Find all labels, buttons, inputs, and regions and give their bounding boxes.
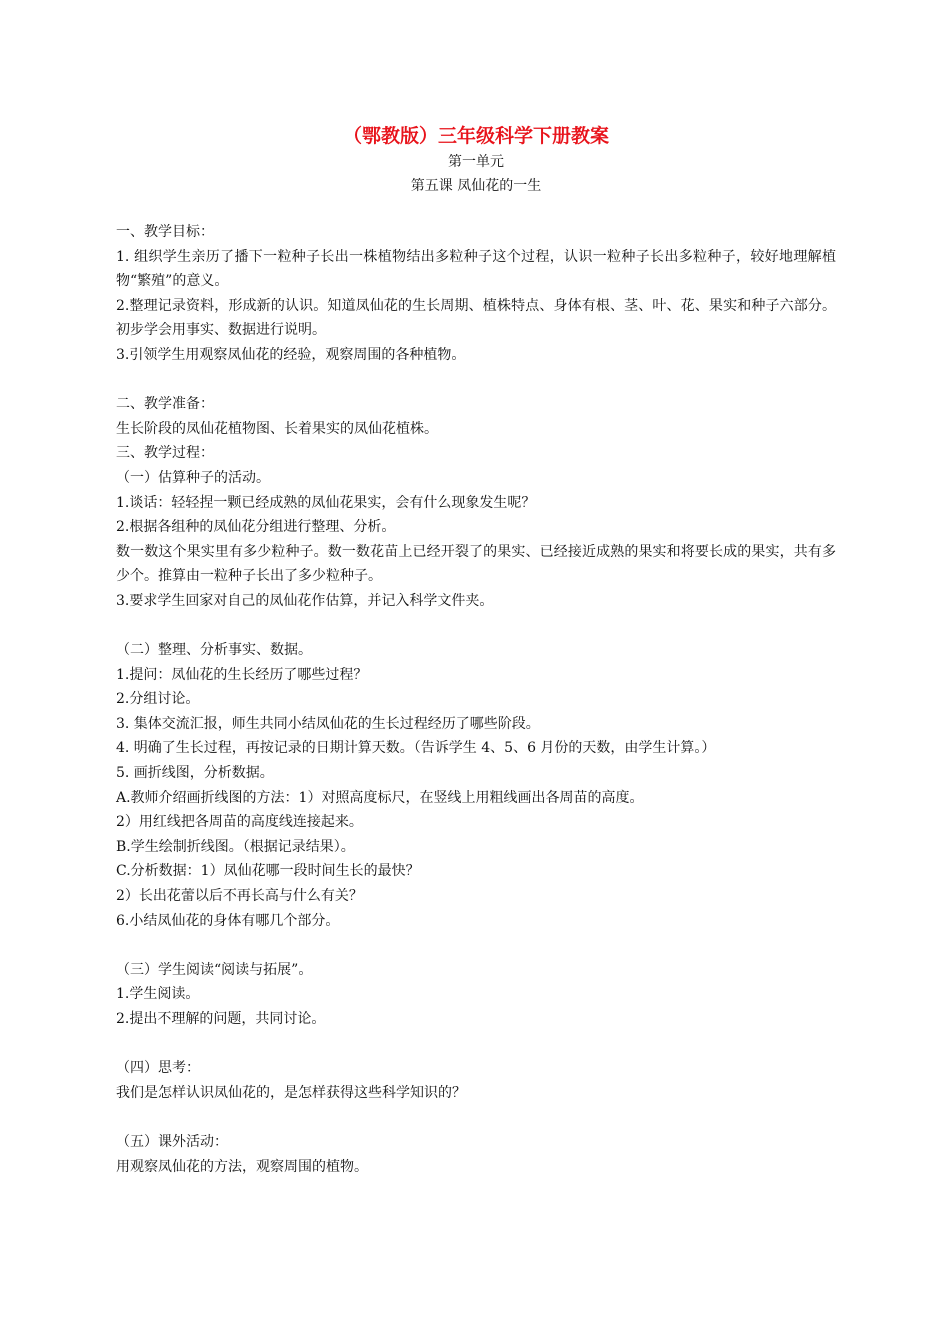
paragraph: 2.整理记录资料，形成新的认识。知道凤仙花的生长周期、植株特点、身体有根、茎、叶、花、果实和种子六部分。初步学会用事实、数据进行说明。 <box>116 297 836 339</box>
paragraph: 2.提出不理解的问题，共同讨论。 <box>116 1011 326 1027</box>
paragraph: 3.要求学生回家对自己的凤仙花作估算，并记入科学文件夹。 <box>116 592 494 609</box>
paragraph: 5. 画折线图，分析数据。 <box>116 765 274 782</box>
paragraph: A.教师介绍画折线图的方法：1）对照高度标尺，在竖线上用粗线画出各周苗的高度。 <box>116 789 644 806</box>
paragraph: 3.引领学生用观察凤仙花的经验，观察周围的各种植物。 <box>116 346 466 363</box>
paragraph: 2）用红线把各周苗的高度线连接起来。 <box>116 814 363 831</box>
paragraph: 4. 明确了生长过程，再按记录的日期计算天数。（告诉学生 4、5、6 月份的天数，由学生计算。） <box>116 740 716 757</box>
paragraph: 三、教学过程： <box>116 445 214 462</box>
unit-heading: 第一单元 <box>448 154 504 170</box>
paragraph: 用观察凤仙花的方法，观察周围的植物。 <box>116 1158 368 1175</box>
document-title: （鄂教版）三年级科学下册教案 <box>342 125 609 147</box>
paragraph: （二）整理、分析事实、数据。 <box>116 642 312 659</box>
paragraph: （三）学生阅读“阅读与拓展”。 <box>116 961 313 978</box>
paragraph: 1.谈话：轻轻捏一颗已经成熟的凤仙花果实，会有什么现象发生呢？ <box>116 494 536 511</box>
blank-line <box>116 1032 836 1057</box>
paragraph: 2.根据各组种的凤仙花分组进行整理、分析。 <box>116 519 396 536</box>
paragraph: （一）估算种子的活动。 <box>116 469 270 486</box>
paragraph: 我们是怎样认识凤仙花的，是怎样获得这些科学知识的？ <box>116 1084 466 1101</box>
paragraph: 数一数这个果实里有多少粒种子。数一数花苗上已经开裂了的果实、已经接近成熟的果实和将要长成的果实，共有多少个。推算由一粒种子长出了多少粒种子。 <box>116 543 836 585</box>
paragraph: （四）思考： <box>116 1060 200 1077</box>
paragraph: C.分析数据：1）凤仙花哪一段时间生长的最快？ <box>116 863 420 880</box>
paragraph: 二、教学准备： <box>116 396 214 413</box>
lesson-heading: 第五课 凤仙花的一生 <box>410 178 542 194</box>
blank-line <box>116 614 836 639</box>
document-body <box>116 220 836 1179</box>
paragraph: 2.分组讨论。 <box>116 691 200 708</box>
paragraph: 1.提问：凤仙花的生长经历了哪些过程？ <box>116 666 368 683</box>
paragraph: 生长阶段的凤仙花植物图、长着果实的凤仙花植株。 <box>116 420 438 437</box>
paragraph: 一、教学目标： <box>116 224 214 240</box>
blank-line <box>116 1105 836 1130</box>
blank-line <box>116 368 836 393</box>
paragraph: 1. 组织学生亲历了播下一粒种子长出一株植物结出多粒种子这个过程，认识一粒种子长出多粒种子，较好地理解植物“繁殖”的意义。 <box>116 248 836 290</box>
document-page <box>116 122 836 1179</box>
paragraph: 3. 集体交流汇报，师生共同小结凤仙花的生长过程经历了哪些阶段。 <box>116 715 540 732</box>
paragraph: 2）长出花蕾以后不再长高与什么有关？ <box>116 888 363 905</box>
paragraph: 6.小结凤仙花的身体有哪几个部分。 <box>116 912 340 929</box>
blank-line <box>116 933 836 958</box>
paragraph: 1.学生阅读。 <box>116 986 200 1003</box>
paragraph: （五）课外活动： <box>116 1133 228 1150</box>
paragraph: B.学生绘制折线图。（根据记录结果）。 <box>116 838 355 855</box>
